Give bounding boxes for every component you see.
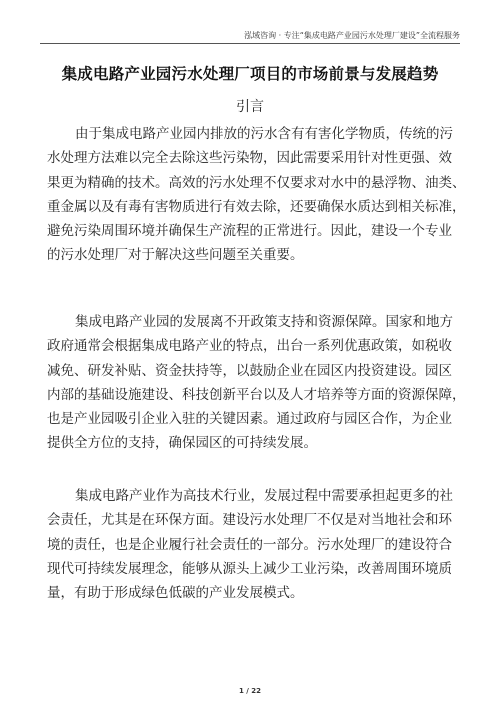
paragraph-line: 重金属以及有毒有害物质进行有效去除，还要确保水质达到相关标准， bbox=[47, 198, 466, 215]
paragraph-2 bbox=[47, 310, 467, 456]
paragraph-line: 减免、研发补贴、资金扶持等，以鼓励企业在园区内投资建设。园区 bbox=[47, 362, 452, 379]
header-tagline: 泓域咨询 · 专注“集成电路产业园污水处理厂建设”全流程服务 bbox=[244, 31, 460, 40]
paragraph-line: 集成电路产业作为高技术行业，发展过程中需要承担起更多的社 bbox=[75, 488, 453, 504]
paragraph-line: 果更为精确的技术。高效的污水处理不仅要求对水中的悬浮物、油类、 bbox=[47, 174, 466, 191]
header-divider bbox=[40, 43, 460, 44]
paragraph-line: 水处理方法难以完全去除这些污染物，因此需要采用针对性更强、效 bbox=[47, 150, 452, 167]
paragraph-line: 提供全方位的支持，确保园区的可持续发展。 bbox=[47, 435, 317, 452]
document-title: 集成电路产业园污水处理厂项目的市场前景与发展趋势 bbox=[61, 65, 439, 83]
paragraph-line: 量，有助于形成绿色低碳的产业发展模式。 bbox=[47, 585, 304, 602]
paragraph-line: 境的责任，也是企业履行社会责任的一部分。污水处理厂的建设符合 bbox=[47, 536, 452, 553]
paragraph-line: 集成电路产业园的发展离不开政策支持和资源保障。国家和地方 bbox=[75, 314, 453, 330]
paragraph-line: 的污水处理厂对于解决这些问题至关重要。 bbox=[47, 247, 304, 264]
paragraph-3 bbox=[47, 484, 467, 605]
paragraph-line: 会责任，尤其是在环保方面。建设污水处理厂不仅是对当地社会和环 bbox=[47, 512, 452, 529]
paragraph-line: 避免污染周围环境并确保生产流程的正常进行。因此，建设一个专业 bbox=[47, 223, 452, 240]
paragraph-line: 现代可持续发展理念，能够从源头上减少工业污染，改善周围环境质 bbox=[47, 560, 452, 577]
paragraph-line: 由于集成电路产业园内排放的污水含有有害化学物质，传统的污 bbox=[75, 126, 453, 142]
paragraph-line: 也是产业园吸引企业入驻的关键因素。通过政府与园区合作，为企业 bbox=[47, 411, 452, 428]
paragraph-line: 政府通常会根据集成电路产业的特点，出台一系列优惠政策，如税收 bbox=[47, 338, 452, 355]
section-heading: 引言 bbox=[236, 99, 264, 115]
paragraph-line: 内部的基础设施建设、科技创新平台以及人才培养等方面的资源保障， bbox=[47, 386, 466, 403]
page-indicator: 1 / 22 bbox=[238, 687, 262, 695]
paragraph-1 bbox=[47, 122, 467, 268]
